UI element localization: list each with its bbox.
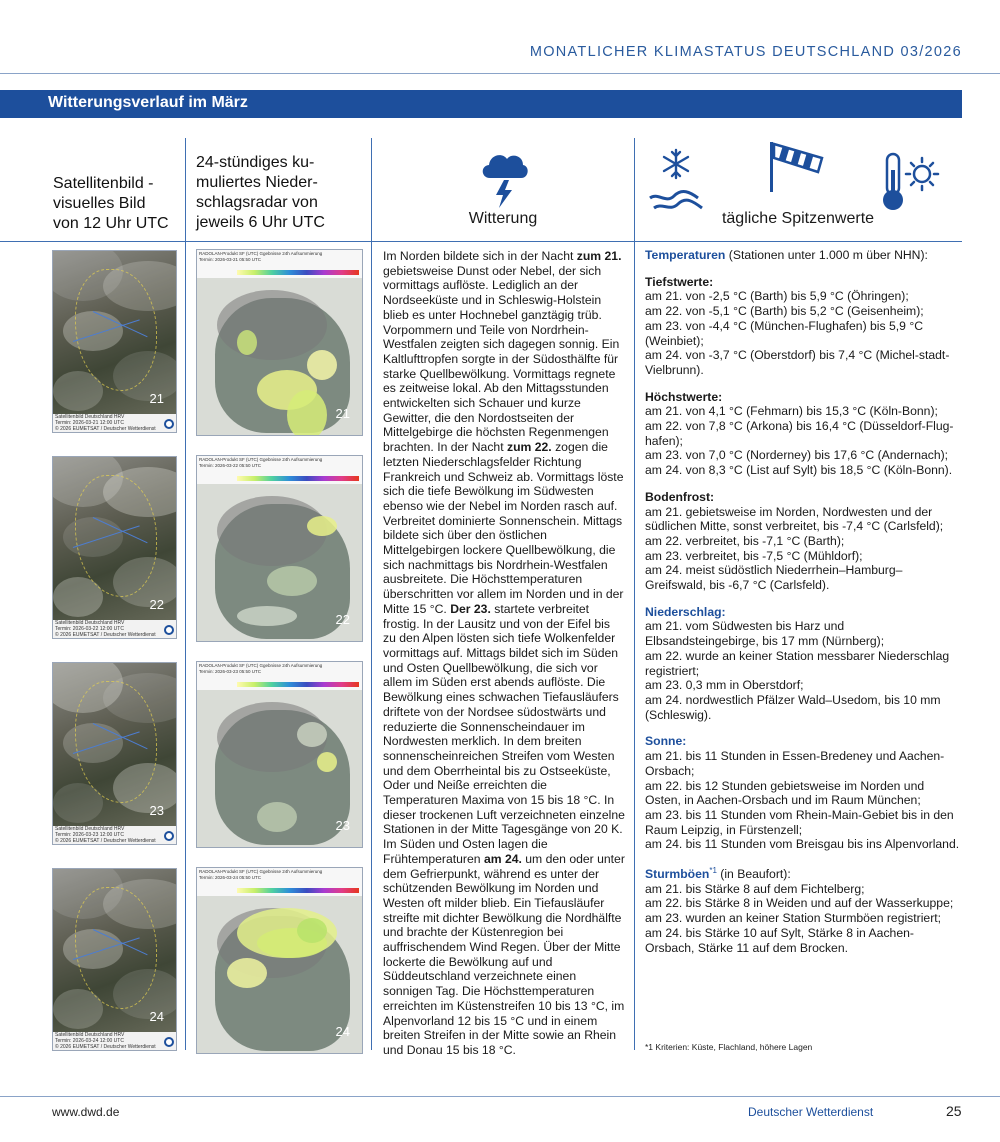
peaks-column-header: tägliche Spitzenwerte	[721, 210, 875, 227]
dwd-logo-icon	[164, 831, 174, 841]
precip-color-scale	[237, 476, 359, 481]
value-line: am 21. bis 11 Stunden in Essen-Bredeney und Aachen-Orsbach;	[645, 749, 945, 778]
precip-area	[287, 390, 327, 436]
section-title: Witterungsverlauf im März	[48, 94, 248, 111]
radar-column-header	[196, 153, 325, 233]
sun-heading: Sonne:	[645, 734, 687, 749]
image-day-label: 21	[335, 406, 350, 421]
windsock-icon	[766, 140, 826, 194]
image-day-label: 22	[335, 612, 350, 627]
value-line: am 21. vom Südwesten bis Harz und Elbsandsteingebirge, bis 17 mm (Nürnberg);	[645, 619, 885, 649]
precip-area	[307, 350, 337, 380]
radar-image-24	[196, 867, 363, 1054]
image-day-label: 22	[149, 597, 164, 612]
gusts-note: (in Beaufort):	[716, 867, 791, 882]
radar-caption: RADOLAN-Produkt SF (UTC) Ggebnisse 24h Aufsummierung Termin: 2026-03-22 05:50 UTC	[197, 456, 362, 484]
value-line: am 21. von -2,5 °C (Barth) bis 5,9 °C (Öhringen);	[645, 289, 909, 304]
value-line: am 22. verbreitet, bis -7,1 °C (Barth);	[645, 533, 845, 548]
column-divider	[185, 138, 186, 1050]
footer-url[interactable]: www.dwd.de	[52, 1105, 120, 1119]
weather-day-marker: zum 22.	[506, 440, 552, 455]
satellite-image-21	[52, 250, 177, 433]
gusts-heading-line	[645, 864, 960, 882]
value-line: am 21. gebietsweise im Norden, Nordwesten und der südlichen Mitte, sonst verbreitet, bis -7,4 °C (Carlsfeld);	[645, 504, 944, 534]
footer-rule	[0, 1096, 1000, 1097]
value-line: am 22. wurde an keiner Station messbarer Niederschlag registriert;	[645, 648, 950, 678]
value-line: am 23. bis 11 Stunden vom Rhein-Main-Gebiet bis in den Raum Leipzig, in Fürstenzell;	[645, 807, 954, 837]
satellite-image-22	[52, 456, 177, 639]
weather-text-segment: um den oder unter dem Gefrierpunkt, während es unter der schützenden Bewölkung im Norden und Westen oft milder blieb. Ein Tiefausläufer streifte mit dichter Bewölkung die Nordhälfte und brachte der Küstenregion bei auffrischendem Wind Regen. Über der Mitte lockerte die Bewölkung auf und Süddeutschland verzeichnete einen sonnigen Tag. Die Höchsttemperaturen erreichten im Küstenstreifen 10 bis 13 °C, im Alpenvorland 12 bis 15 °C und in einem breiten Streifen in der Mitte sowie an Rhein und Donau 15 bis 18 °C.	[383, 851, 625, 1057]
sun-values	[645, 749, 960, 852]
frost-values	[645, 505, 960, 593]
document-header	[0, 0, 1000, 74]
temperature-heading: Temperaturen	[645, 248, 726, 262]
header-line: jeweils 6 Uhr UTC	[196, 214, 325, 231]
satellite-caption: Satellitenbild Deutschland HRV Termin: 2026-03-22 12:00 UTC © 2026 EUMETSAT / Deutscher Wetterdienst	[53, 620, 176, 638]
section-bar	[0, 90, 962, 118]
value-line: am 24. von 8,3 °C (List auf Sylt) bis 18,5 °C (Köln-Bonn).	[645, 463, 953, 478]
satellite-caption: Satellitenbild Deutschland HRV Termin: 2026-03-23 12:00 UTC © 2026 EUMETSAT / Deutscher Wetterdienst	[53, 826, 176, 844]
temperature-note: (Stationen unter 1.000 m über NHN):	[725, 248, 928, 262]
thermometer-sun-icon	[878, 150, 944, 214]
header-line: 24-stündiges ku-	[196, 154, 315, 171]
value-line: am 22. von -5,1 °C (Barth) bis 5,2 °C (Geisenheim);	[645, 304, 924, 319]
precip-area	[237, 606, 297, 626]
page-number: 25	[946, 1103, 962, 1119]
max-heading: Höchstwerte:	[645, 389, 723, 404]
radar-image-23	[196, 661, 363, 848]
precip-area	[297, 918, 327, 943]
dwd-logo-icon	[164, 625, 174, 635]
precip-area	[297, 722, 327, 747]
radar-image-22	[196, 455, 363, 642]
value-line: am 24. nordwestlich Pfälzer Wald–Usedom, bis 10 mm (Schleswig).	[645, 692, 941, 722]
value-line: am 23. verbreitet, bis -7,5 °C (Mühldorf);	[645, 548, 863, 563]
radar-caption: RADOLAN-Produkt SF (UTC) Ggebnisse 24h Aufsummierung Termin: 2026-03-21 05:50 UTC	[197, 250, 362, 278]
value-line: am 23. von -4,4 °C (München-Flughafen) bis 5,9 °C (Weinbiet);	[645, 318, 924, 348]
footer-publisher: Deutscher Wetterdienst	[748, 1105, 874, 1119]
value-line: am 24. bis 11 Stunden vom Breisgau bis ins Alpenvorland.	[645, 837, 960, 852]
image-day-label: 24	[335, 1024, 350, 1039]
precip-color-scale	[237, 270, 359, 275]
weather-day-marker: Der 23.	[450, 601, 491, 616]
radar-image-21	[196, 249, 363, 436]
satellite-caption: Satellitenbild Deutschland HRV Termin: 2026-03-21 12:00 UTC © 2026 EUMETSAT / Deutscher Wetterdienst	[53, 414, 176, 432]
satellite-column-header	[53, 174, 169, 234]
frost-heading: Bodenfrost:	[645, 489, 715, 504]
weather-text-segment: Im Norden bildete sich in der Nacht	[383, 249, 577, 263]
dwd-logo-icon	[164, 419, 174, 429]
gusts-footnote-marker: *1	[709, 866, 717, 876]
max-values	[645, 404, 960, 478]
min-values	[645, 289, 960, 377]
image-day-label: 21	[149, 391, 164, 406]
gusts-heading: Sturmböen	[645, 867, 710, 882]
peak-values	[645, 248, 960, 955]
header-line: schlagsradar von	[196, 194, 318, 211]
weather-day-marker: am 24.	[483, 851, 522, 866]
satellite-image-24	[52, 868, 177, 1051]
image-day-label: 24	[149, 1009, 164, 1024]
weather-description	[383, 249, 625, 1058]
value-line: am 23. von 7,0 °C (Norderney) bis 17,6 °C (Andernach);	[645, 448, 949, 463]
snow-ice-icon	[648, 148, 706, 212]
thunderstorm-icon	[478, 142, 530, 210]
value-line: am 24. meist südöstlich Niederrhein–Hamburg–Greifswald, bis -6,7 °C (Carlsfeld).	[645, 563, 903, 593]
precip-area	[307, 516, 337, 536]
value-line: am 23. 0,3 mm in Oberstdorf;	[645, 678, 804, 693]
value-line: am 22. bis Stärke 8 in Weiden und auf der Wasserkuppe;	[645, 896, 954, 911]
image-day-label: 23	[149, 803, 164, 818]
precip-color-scale	[237, 682, 359, 687]
radar-caption: RADOLAN-Produkt SF (UTC) Ggebnisse 24h Aufsummierung Termin: 2026-03-24 05:50 UTC	[197, 868, 362, 896]
value-line: am 22. von 7,8 °C (Arkona) bis 16,4 °C (Düsseldorf-Flug-hafen);	[645, 419, 954, 448]
precip-area	[227, 958, 267, 988]
precip-area	[237, 330, 257, 355]
precip-area	[317, 752, 337, 772]
precip-area	[267, 566, 317, 596]
weather-day-marker: zum 21.	[576, 249, 622, 263]
value-line: am 21. von 4,1 °C (Fehmarn) bis 15,3 °C (Köln-Bonn);	[645, 404, 938, 419]
header-line: visuelles Bild	[53, 195, 146, 212]
value-line: am 23. wurden an keiner Station Sturmböen registriert;	[645, 911, 942, 926]
header-line: muliertes Nieder-	[196, 174, 318, 191]
weather-text-segment: zogen die letzten Niederschlagsfelder Richtung Frankreich und Schweiz ab. Vormittags löste sich die tiefe Bewölkung im Südwesten ebenso wie der Nebel im Norden rasch auf. Verbreitet dominierte Sonnenschein. Mittags bildete sich über den östlichen Mittelgebirgen lockere Quellbewölkung, die sich nachmittags bis Nordrhein-Westfalen ausbreitete. Die Höchsttemperaturen überschritten vor allem im Norden und in der Mitte 15 °C.	[383, 440, 624, 616]
weather-column-header: Witterung	[468, 210, 538, 227]
weather-text-segment: startete verbreitet frostig. In der Lausitz und von der Eifel bis zu den Alpen lösten sich tiefe Wolkenfelder vormittags auf. Mittags bildet sich im Süden und Osten Quellbewölkung, die sich vor allem im Süden erst abends auflöste. Die Bewölkung eines schwachen Tiefausläufers driftete von der Nordsee südostwärts und reduzierte die Sonnenscheindauer im Nordwesten merklich. In dem breiten sonnenscheinreichen Streifen vom Westen und dem Oberrheintal bis zu Ostseeküste, Oder und Neiße erreichten die Temperaturen Maxima von 15 bis 18 °C. In dieser trockenen Luft verzeichneten einzelne Stationen in der Mitte Tagesgänge von 20 K. Im Süden und Osten lagen die Frühtemperaturen	[383, 601, 625, 866]
footnote: *1 Kriterien: Küste, Flachland, höhere Lagen	[645, 1042, 813, 1052]
min-heading: Tiefstwerte:	[645, 274, 714, 289]
precip-values	[645, 619, 960, 722]
document-title: MONATLICHER KLIMASTATUS DEUTSCHLAND 03/2026	[529, 44, 962, 60]
value-line: am 21. bis Stärke 8 auf dem Fichtelberg;	[645, 881, 865, 896]
precip-heading: Niederschlag:	[645, 604, 726, 619]
radar-caption: RADOLAN-Produkt SF (UTC) Ggebnisse 24h Aufsummierung Termin: 2026-03-23 05:50 UTC	[197, 662, 362, 690]
column-divider	[371, 138, 372, 1050]
header-line: Satellitenbild -	[53, 175, 154, 192]
header-divider	[0, 241, 962, 242]
dwd-logo-icon	[164, 1037, 174, 1047]
value-line: am 24. von -3,7 °C (Oberstdorf) bis 7,4 °C (Michel-stadt-Vielbrunn).	[645, 348, 950, 377]
value-line: am 22. bis 12 Stunden gebietsweise im Norden und Osten, in Aachen-Orsbach und im Raum München;	[645, 778, 925, 808]
precip-color-scale	[237, 888, 359, 893]
header-line: von 12 Uhr UTC	[53, 215, 169, 232]
column-divider	[634, 138, 635, 1050]
precip-area	[257, 802, 297, 832]
image-day-label: 23	[335, 818, 350, 833]
weather-text-segment: gebietsweise Dunst oder Nebel, der sich vormittags auflöste. Lediglich an der Nordseeküste und in Schleswig-Holstein blieb es unter Hochnebel ganztägig trüb. Vorpommern und Teile von Nordrhein-Westfalen zeigten sich dagegen sonnig. Ein Kaltlufttropfen sorgte in der Südosthälfte für starke Quellbewölkung. Vormittags regnete es zeitweise lokal. Ab den Mittagsstunden entwickelten sich Schauer und kurze Gewitter, die den Nordostseiten der Mittelgebirge die höchsten Regenmengen brachten. In der Nacht	[383, 263, 620, 455]
satellite-caption: Satellitenbild Deutschland HRV Termin: 2026-03-24 12:00 UTC © 2026 EUMETSAT / Deutscher Wetterdienst	[53, 1032, 176, 1050]
header-rule	[0, 73, 1000, 74]
satellite-image-23	[52, 662, 177, 845]
temperature-heading-line	[645, 248, 960, 263]
radar-coverage	[217, 290, 327, 360]
gusts-values	[645, 882, 960, 956]
value-line: am 24. bis Stärke 10 auf Sylt, Stärke 8 in Aachen-Orsbach, Stärke 11 auf dem Brocken.	[645, 925, 914, 955]
